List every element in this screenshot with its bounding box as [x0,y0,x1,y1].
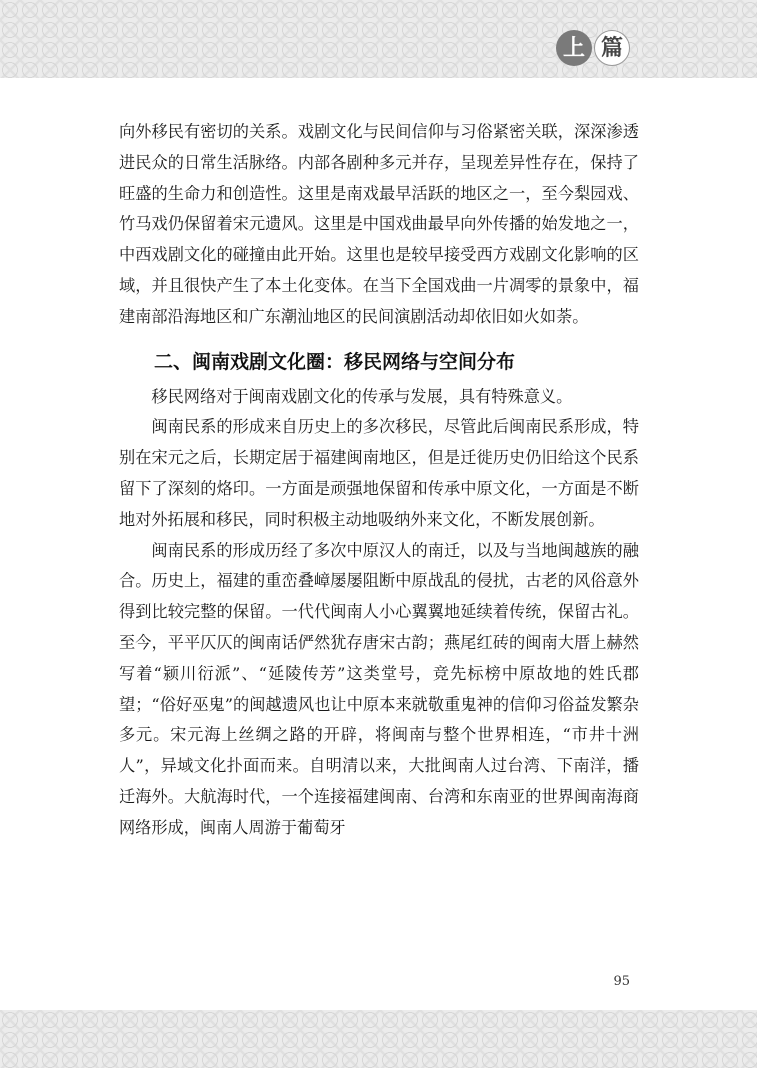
paragraph-minxi-formation: 闽南民系的形成历经了多次中原汉人的南迁，以及与当地闽越族的融合。历史上，福建的重峦叠嶂屡屡阻断中原战乱的侵扰，古老的风俗意外得到比较完整的保留。一代代闽南人小心翼翼地延续着传统，保留古礼。至今，平平仄仄的闽南话俨然犹存唐宋古韵；燕尾红砖的闽南大厝上赫然写着“颍川衍派”、“延陵传芳”这类堂号，竞先标榜中原故地的姓氏郡望；“俗好巫鬼”的闽越遗风也让中原本来就敬重鬼神的信仰习俗益发繁杂多元。宋元海上丝绸之路的开辟，将闽南与整个世界相连，“市井十洲人”，异域文化扑面而来。自明清以来，大批闽南人过台湾、下南洋，播迁海外。大航海时代，一个连接福建闽南、台湾和东南亚的世界闽南海商网络形成，闽南人周游于葡萄牙 [119,540,639,837]
section-heading: 二、闽南戏剧文化圈：移民网络与空间分布 [154,350,516,373]
page-number: 95 [613,974,630,989]
part-badge-first-char: 上 [556,30,592,66]
paragraph-continued: 向外移民有密切的关系。戏剧文化与民间信仰与习俗紧密关联，深深渗透进民众的日常生活脉络。内部各剧种多元并存，呈现差异性存在，保持了旺盛的生命力和创造性。这里是南戏最早活跃的地区之一，至今梨园戏、竹马戏仍保留着宋元遗风。这里是中国戏曲最早向外传播的始发地之一，中西戏剧文化的碰撞由此开始。这里也是较早接受西方戏剧文化影响的区域，并且很快产生了本土化变体。在当下全国戏曲一片凋零的景象中，福建南部沿海地区和广东潮汕地区的民间演剧活动却依旧如火如荼。 [119,122,639,326]
header-pattern-band [0,0,757,78]
part-badge-second-char: 篇 [594,30,630,66]
footer-pattern-band [0,1010,757,1068]
paragraph-intro: 移民网络对于闽南戏剧文化的传承与发展，具有特殊意义。 [151,386,573,406]
paragraph-migration-history: 闽南民系的形成来自历史上的多次移民，尽管此后闽南民系形成，特别在宋元之后，长期定居于福建闽南地区，但是迁徙历史仍旧给这个民系留下了深刻的烙印。一方面是顽强地保留和传承中原文化，一方面是不断地对外拓展和移民，同时积极主动地吸纳外来文化，不断发展创新。 [119,417,639,529]
page-body [119,117,639,844]
